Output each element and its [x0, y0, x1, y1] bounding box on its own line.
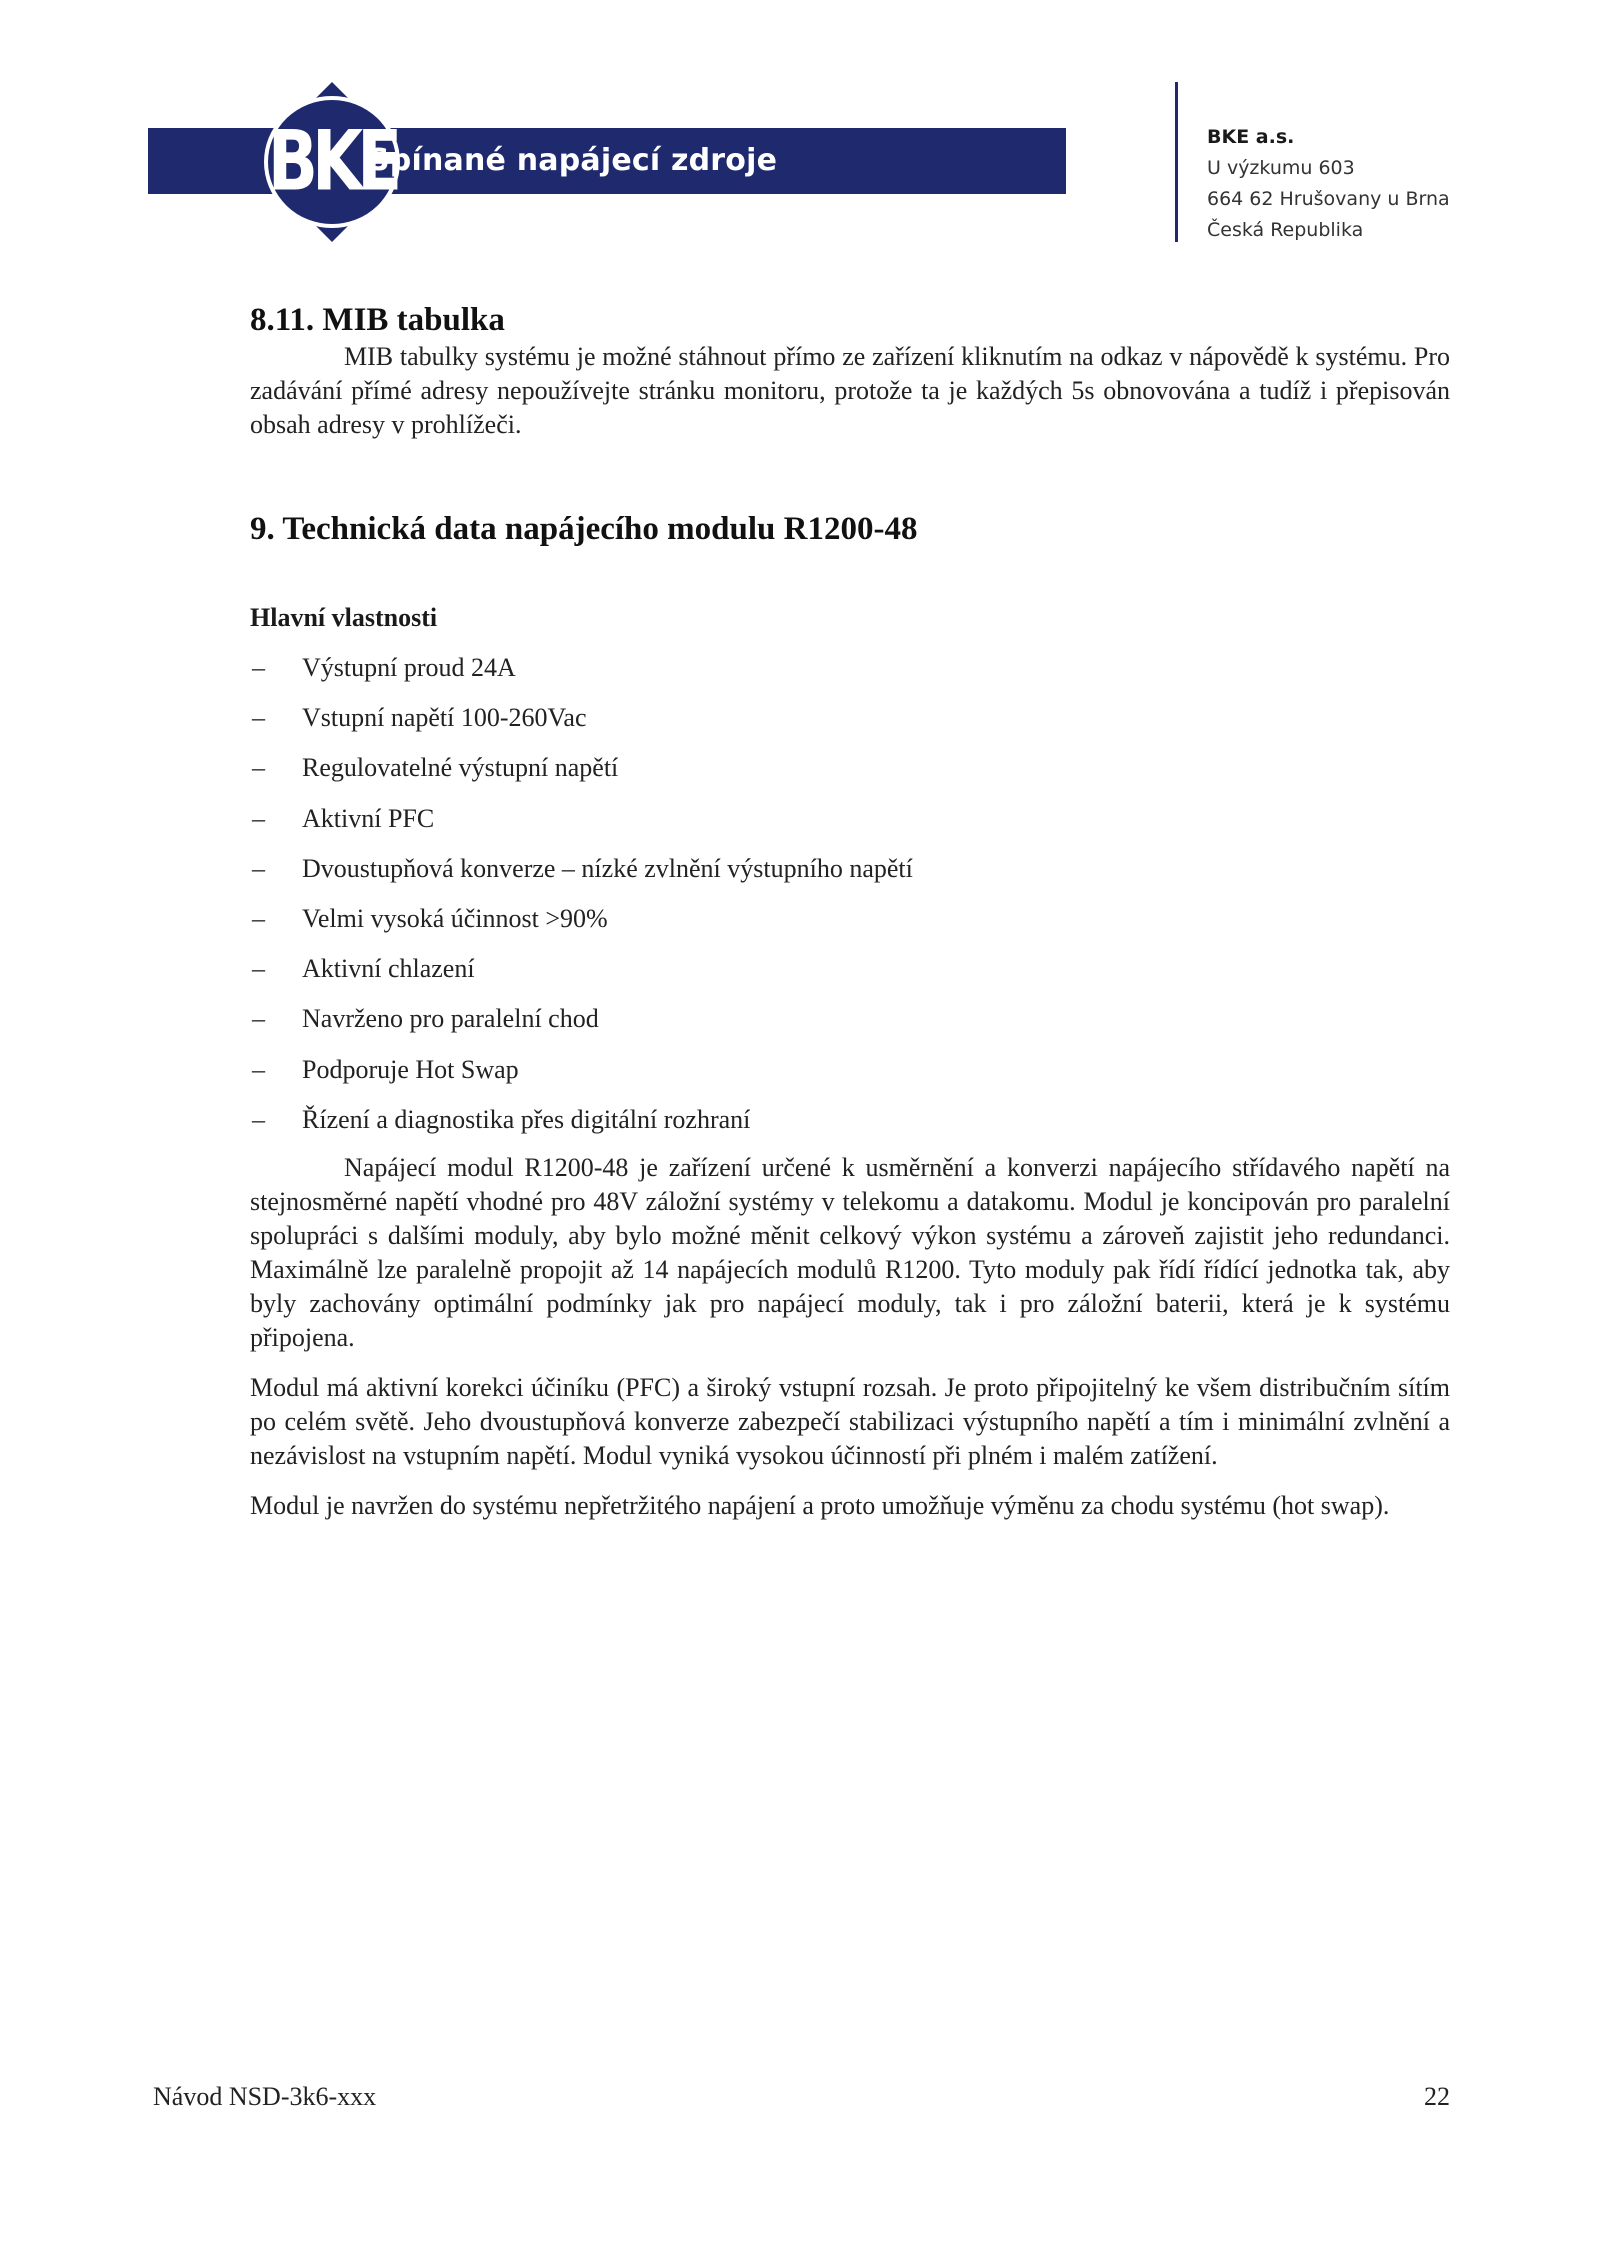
company-name: BKE a.s.: [1207, 126, 1295, 148]
list-item: – Řízení a diagnostika přes digitální rozhraní: [250, 1101, 1450, 1151]
list-item: – Aktivní chlazení: [250, 950, 1450, 1000]
list-item: – Dvoustupňová konverze – nízké zvlnění výstupního napětí: [250, 850, 1450, 900]
list-item: – Podporuje Hot Swap: [250, 1051, 1450, 1101]
footer-page-number: 22: [1424, 2082, 1450, 2111]
address-street: U výzkumu 603: [1207, 157, 1355, 179]
bullet-dash: –: [252, 954, 265, 984]
list-item: – Výstupní proud 24A: [250, 649, 1450, 699]
bullet-dash: –: [252, 853, 265, 883]
footer-document-name: Návod NSD-3k6-xxx: [153, 2082, 377, 2111]
list-item: – Regulovatelné výstupní napětí: [250, 749, 1450, 799]
list-item: – Aktivní PFC: [250, 800, 1450, 850]
bullet-dash: –: [252, 1104, 265, 1134]
module-description-paragraph: Napájecí modul R1200-48 je zařízení určené k usměrnění a konverzi napájecího střídavého napětí na stejnosměrné napětí vhodné pro 48V záložní systémy v telekomu a datakomu. Modul je koncipován pro paralelní spolupráci s dalšími moduly, aby bylo možné měnit celkový výkon systému a zároveň zajistit jeho redundanci. Maximálně lze paralelně propojit až 14 napájecích modulů R1200. Tyto moduly pak řídí řídící jednotka tak, aby byly zachovány optimální podmínky jak pro napájecí moduly, tak i pro záložní baterii, která je k systému připojena.: [250, 1152, 1450, 1352]
bullet-dash: –: [252, 1054, 265, 1084]
bullet-dash: –: [252, 703, 265, 733]
banner-title: Spínané napájecí zdroje: [368, 143, 778, 178]
address-city: 664 62 Hrušovany u Brna: [1207, 188, 1450, 210]
bullet-dash: –: [252, 753, 265, 783]
pfc-paragraph: Modul má aktivní korekci účiníku (PFC) a široký vstupní rozsah. Je proto připojitelný ke všem distribučním sítím po celém světě. Jeho dvoustupňová konverze zabezpečí stabilizaci výstupního napětí a tím i minimální zvlnění a nezávislost na vstupním napětí. Modul vyniká vysokou účinností při plném i malém zatížení.: [250, 1372, 1450, 1470]
list-item: – Navrženo pro paralelní chod: [250, 1000, 1450, 1050]
features-subheading: Hlavní vlastnosti: [250, 603, 438, 632]
features-list: [250, 649, 1450, 1151]
section-heading-mib: 8.11. MIB tabulka: [250, 302, 505, 338]
mib-paragraph: MIB tabulky systému je možné stáhnout přímo ze zařízení kliknutím na odkaz v nápovědě k systému. Pro zadávání přímé adresy nepoužívejte stránku monitoru, protože ta je každých 5s obnovována a tudíž i přepisován obsah adresy v prohlížeči.: [250, 342, 1450, 439]
header-divider: [1175, 82, 1178, 242]
bullet-dash: –: [252, 903, 265, 933]
hot-swap-paragraph: Modul je navržen do systému nepřetržitého napájení a proto umožňuje výměnu za chodu systému (hot swap).: [250, 1490, 1390, 1520]
bullet-dash: –: [252, 653, 265, 682]
section-heading-technical-data: 9. Technická data napájecího modulu R1200-48: [250, 511, 918, 547]
bullet-dash: –: [252, 1004, 265, 1034]
list-item: – Velmi vysoká účinnost >90%: [250, 900, 1450, 950]
list-item: – Vstupní napětí 100-260Vac: [250, 699, 1450, 749]
address-country: Česká Republika: [1207, 219, 1364, 241]
logo-text: BKE: [267, 113, 397, 210]
page-content: [250, 300, 1450, 1523]
bullet-dash: –: [252, 803, 265, 833]
company-address: [1207, 122, 1507, 246]
